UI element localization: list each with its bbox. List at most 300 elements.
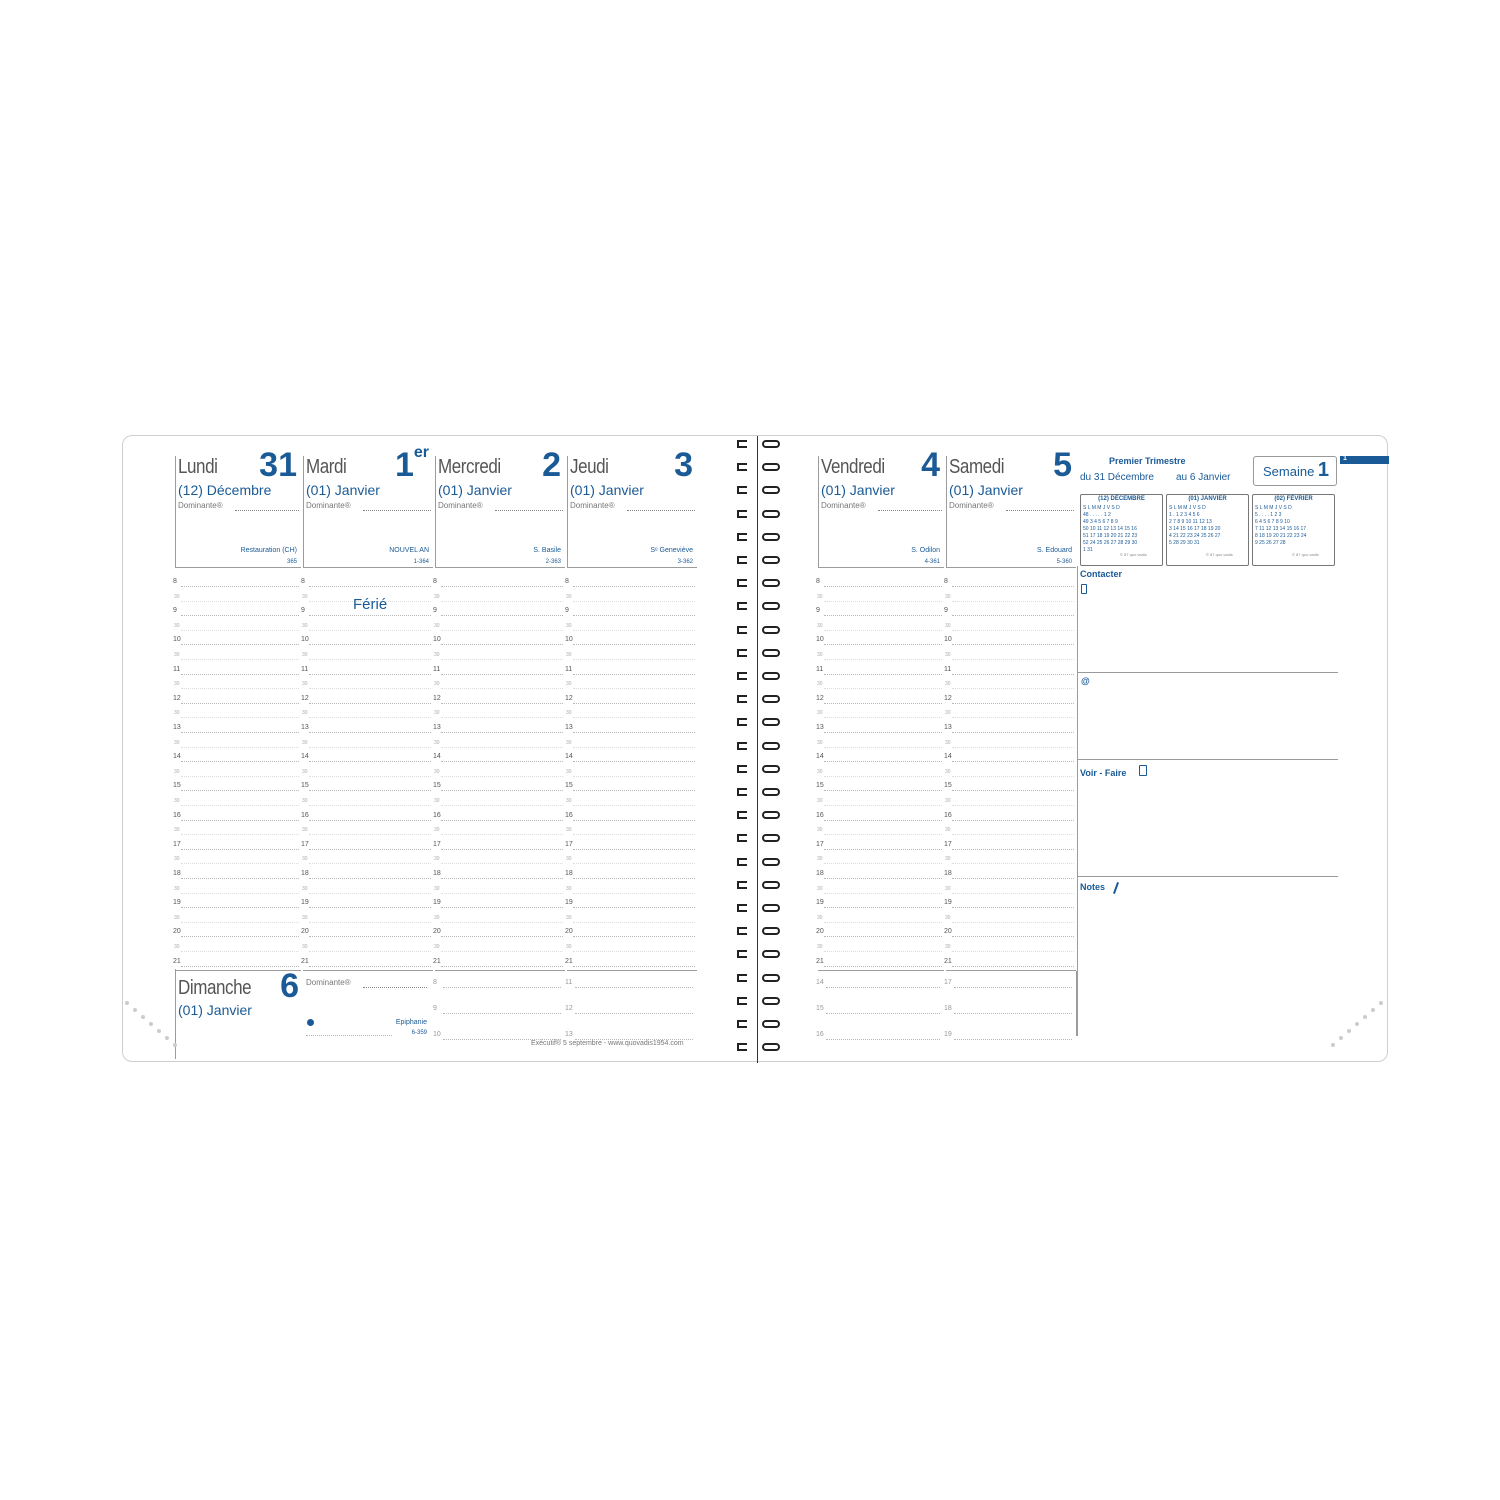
hour-label: 19 xyxy=(433,899,441,907)
hour-label: 16 xyxy=(565,811,573,819)
extra-hour-line xyxy=(954,1013,1072,1014)
day-name: Vendredi xyxy=(821,456,885,478)
half-hour-label: 30 xyxy=(945,914,951,921)
hour-line xyxy=(181,907,299,908)
extra-hour-line xyxy=(443,987,561,988)
half-hour-label: 30 xyxy=(174,593,180,600)
hour-line xyxy=(441,878,563,879)
half-hour-line xyxy=(309,776,431,777)
half-hour-line xyxy=(573,747,695,748)
day-number-suffix: er xyxy=(413,444,429,461)
hour-label: 17 xyxy=(944,840,952,848)
day-count: 5-360 xyxy=(1056,559,1072,565)
hour-line xyxy=(573,703,695,704)
half-hour-label: 30 xyxy=(566,622,572,629)
half-hour-line xyxy=(824,834,942,835)
hour-line xyxy=(441,644,563,645)
hour-line xyxy=(573,878,695,879)
day-count: 2-363 xyxy=(545,559,561,565)
hour-line xyxy=(824,820,942,821)
hour-label: 15 xyxy=(565,782,573,790)
half-hour-line xyxy=(309,805,431,806)
half-hour-line xyxy=(573,659,695,660)
hour-label: 14 xyxy=(816,753,824,761)
half-hour-line xyxy=(181,863,299,864)
half-hour-line xyxy=(181,659,299,660)
day-name: Jeudi xyxy=(570,456,609,478)
spiral-ring-tab xyxy=(737,950,747,958)
extra-hour-line xyxy=(954,987,1072,988)
half-hour-label: 30 xyxy=(817,944,823,950)
half-hour-line xyxy=(181,951,299,952)
hour-label: 14 xyxy=(301,753,309,761)
contacter-title: Contacter xyxy=(1080,569,1123,579)
hour-label: 9 xyxy=(301,607,305,615)
perforation-dot xyxy=(1355,1022,1359,1026)
half-hour-label: 30 xyxy=(174,944,180,950)
half-hour-label: 30 xyxy=(566,885,572,892)
half-hour-line xyxy=(181,688,299,689)
half-hour-line xyxy=(309,922,431,923)
mini-calendar-title: (12) DÉCEMBRE xyxy=(1098,496,1145,502)
perforation-dot xyxy=(125,1001,129,1005)
hour-line xyxy=(824,907,942,908)
mini-calendar-foot: © 87 quo vadis xyxy=(1292,552,1319,557)
spiral-ring-tab xyxy=(737,463,747,471)
hour-label: 14 xyxy=(944,753,952,761)
mini-calendar-title: (01) JANVIER xyxy=(1188,496,1227,502)
hour-label: 11 xyxy=(301,665,309,673)
spiral-ring xyxy=(762,533,780,541)
half-hour-line xyxy=(441,717,563,718)
hour-label: 16 xyxy=(816,811,824,819)
hour-line xyxy=(952,849,1074,850)
half-hour-line xyxy=(573,893,695,894)
extra-hour-label: 17 xyxy=(944,979,952,986)
day-number: 5 xyxy=(1053,446,1072,484)
half-hour-label: 30 xyxy=(817,681,823,688)
half-hour-label: 30 xyxy=(817,885,823,892)
hour-line xyxy=(181,644,299,645)
hour-label: 18 xyxy=(301,870,309,877)
half-hour-line xyxy=(181,747,299,748)
half-hour-label: 30 xyxy=(174,768,180,775)
hour-line xyxy=(573,761,695,762)
spiral-ring-tab xyxy=(737,811,747,819)
half-hour-label: 30 xyxy=(945,798,951,804)
spiral-ring-tab xyxy=(737,974,747,982)
perforation-dot xyxy=(1347,1029,1351,1033)
half-hour-label: 30 xyxy=(434,710,440,717)
perforation-dot xyxy=(1339,1036,1343,1040)
half-hour-line xyxy=(824,601,942,602)
half-hour-label: 30 xyxy=(945,827,951,834)
email-line xyxy=(1078,759,1338,760)
spiral-ring xyxy=(762,672,780,680)
day-count: 365 xyxy=(286,559,297,565)
half-hour-label: 30 xyxy=(174,914,180,921)
half-hour-label: 30 xyxy=(302,827,308,834)
hour-line xyxy=(824,703,942,704)
spiral-ring xyxy=(762,881,780,889)
hour-line xyxy=(181,820,299,821)
hour-label: 11 xyxy=(944,665,952,673)
hour-line xyxy=(824,878,942,879)
contacter-line xyxy=(1078,672,1338,673)
hour-label: 19 xyxy=(565,899,573,907)
hour-line xyxy=(441,761,563,762)
mini-calendar-grid: S L M M J V S D 5 . . . . 1 2 3 6 4 5 6 7 8 9 10 7 11 12 13 14 15 16 17 8 18 19 20 21 22 23 24 9 25 26 27 28 xyxy=(1255,505,1307,546)
perforation-dot xyxy=(173,1043,177,1047)
half-hour-line xyxy=(573,630,695,631)
spiral-ring xyxy=(762,742,780,750)
hour-line xyxy=(441,820,563,821)
extra-hour-line xyxy=(443,1013,561,1014)
half-hour-line xyxy=(952,776,1074,777)
half-hour-label: 30 xyxy=(566,798,572,804)
hour-line xyxy=(309,703,431,704)
day-saint: NOUVEL AN xyxy=(389,547,429,554)
hour-label: 13 xyxy=(433,724,441,731)
half-hour-line xyxy=(824,922,942,923)
day-dominante: Dominante® xyxy=(438,501,483,510)
extra-hour-label: 14 xyxy=(816,979,824,986)
email-icon: @ xyxy=(1081,676,1090,686)
hour-line xyxy=(573,732,695,733)
half-hour-label: 30 xyxy=(566,593,572,600)
hour-label: 17 xyxy=(301,840,309,848)
half-hour-line xyxy=(952,951,1074,952)
spiral-ring xyxy=(762,858,780,866)
half-hour-label: 30 xyxy=(945,622,951,629)
hour-label: 10 xyxy=(565,636,573,644)
half-hour-label: 30 xyxy=(302,593,308,600)
half-hour-label: 30 xyxy=(302,710,308,717)
extra-hour-label: 10 xyxy=(433,1031,441,1038)
day-dominante-line xyxy=(627,510,695,511)
half-hour-line xyxy=(573,922,695,923)
extra-hour-line xyxy=(826,987,940,988)
half-hour-label: 30 xyxy=(566,914,572,921)
half-hour-line xyxy=(181,717,299,718)
hour-line xyxy=(309,966,431,967)
grid-bottom-line xyxy=(303,970,433,971)
half-hour-label: 30 xyxy=(945,739,951,746)
spiral-ring-tab xyxy=(737,904,747,912)
hour-line xyxy=(441,936,563,937)
hour-label: 17 xyxy=(816,840,824,848)
day-month: (12) Décembre xyxy=(178,482,272,498)
half-hour-line xyxy=(441,805,563,806)
extra-hour-label: 19 xyxy=(944,1031,952,1038)
spiral-ring xyxy=(762,486,780,494)
hour-label: 15 xyxy=(816,782,824,790)
sunday-dominante: Dominante® xyxy=(306,978,351,987)
hour-line xyxy=(952,586,1074,587)
hour-label: 18 xyxy=(944,870,952,877)
half-hour-line xyxy=(309,834,431,835)
extra-hour-label: 13 xyxy=(565,1031,573,1038)
hour-label: 15 xyxy=(944,782,952,790)
hour-line xyxy=(441,703,563,704)
hour-label: 21 xyxy=(433,957,441,965)
spiral-ring xyxy=(762,626,780,634)
day-dominante-line xyxy=(1006,510,1074,511)
half-hour-line xyxy=(441,601,563,602)
spiral-ring-tab xyxy=(737,649,747,657)
half-hour-label: 30 xyxy=(945,885,951,892)
hour-label: 8 xyxy=(816,578,820,585)
spiral-ring xyxy=(762,834,780,842)
half-hour-label: 30 xyxy=(302,798,308,804)
half-hour-label: 30 xyxy=(434,622,440,629)
half-hour-label: 30 xyxy=(945,710,951,717)
half-hour-label: 30 xyxy=(174,739,180,746)
spiral-ring-tab xyxy=(737,579,747,587)
hour-label: 16 xyxy=(301,811,309,819)
hour-label: 14 xyxy=(565,753,573,761)
spiral-ring xyxy=(762,579,780,587)
half-hour-line xyxy=(441,893,563,894)
half-hour-line xyxy=(952,922,1074,923)
extra-hour-line xyxy=(954,1039,1072,1040)
half-hour-label: 30 xyxy=(566,827,572,834)
hour-label: 12 xyxy=(301,694,309,702)
half-hour-line xyxy=(181,834,299,835)
range-to: au 6 Janvier xyxy=(1176,472,1231,483)
semaine-number: 1 xyxy=(1317,459,1329,481)
day-count: 4-361 xyxy=(924,559,940,565)
half-hour-line xyxy=(952,834,1074,835)
day-dominante: Dominante® xyxy=(949,501,994,510)
mini-calendar-foot: © 87 quo vadis xyxy=(1206,552,1233,557)
hour-label: 20 xyxy=(565,928,573,936)
half-hour-label: 30 xyxy=(566,710,572,717)
hour-line xyxy=(181,732,299,733)
half-hour-label: 30 xyxy=(945,652,951,658)
hour-label: 19 xyxy=(816,899,824,907)
hour-line xyxy=(309,878,431,879)
spiral-ring-tab xyxy=(737,742,747,750)
half-hour-label: 30 xyxy=(945,681,951,688)
ferie-label: Férié xyxy=(353,595,388,613)
hour-line xyxy=(573,966,695,967)
day-saint: Restauration (CH) xyxy=(240,547,297,554)
day-month: (01) Janvier xyxy=(949,482,1023,498)
spiral-ring xyxy=(762,463,780,471)
half-hour-line xyxy=(441,922,563,923)
hour-line xyxy=(952,732,1074,733)
hour-line xyxy=(824,790,942,791)
hour-label: 14 xyxy=(173,753,181,761)
hour-label: 12 xyxy=(173,694,181,702)
half-hour-label: 30 xyxy=(434,739,440,746)
half-hour-label: 30 xyxy=(817,798,823,804)
hour-line xyxy=(952,966,1074,967)
spiral-ring-tab xyxy=(737,788,747,796)
hour-label: 11 xyxy=(816,665,824,673)
hour-label: 20 xyxy=(301,928,309,936)
half-hour-label: 30 xyxy=(434,798,440,804)
extra-hour-line xyxy=(575,1013,693,1014)
hour-label: 17 xyxy=(173,840,181,848)
hour-line xyxy=(824,732,942,733)
hour-line xyxy=(309,732,431,733)
day-number: 3 xyxy=(674,446,693,484)
hour-label: 12 xyxy=(433,694,441,702)
hour-line xyxy=(952,674,1074,675)
half-hour-line xyxy=(824,863,942,864)
hour-label: 20 xyxy=(816,928,824,936)
extra-hour-label: 11 xyxy=(565,979,573,986)
hour-line xyxy=(309,615,431,616)
spiral-ring-tab xyxy=(737,997,747,1005)
half-hour-line xyxy=(441,863,563,864)
half-hour-line xyxy=(309,688,431,689)
half-hour-line xyxy=(181,805,299,806)
hour-label: 9 xyxy=(173,607,177,615)
half-hour-label: 30 xyxy=(945,856,951,863)
spiral-ring xyxy=(762,602,780,610)
perforation-dot xyxy=(165,1036,169,1040)
sunday-month: (01) Janvier xyxy=(178,1002,252,1018)
half-hour-label: 30 xyxy=(302,739,308,746)
half-hour-line xyxy=(573,863,695,864)
hour-label: 19 xyxy=(173,899,181,907)
hour-line xyxy=(441,586,563,587)
half-hour-label: 30 xyxy=(817,914,823,921)
spiral-ring-tab xyxy=(737,533,747,541)
hour-line xyxy=(573,644,695,645)
spiral-spine xyxy=(757,436,758,1063)
hour-label: 15 xyxy=(433,782,441,790)
half-hour-label: 30 xyxy=(302,652,308,658)
half-hour-label: 30 xyxy=(434,652,440,658)
day-dominante-line xyxy=(495,510,563,511)
hour-label: 10 xyxy=(944,636,952,644)
spiral-ring xyxy=(762,718,780,726)
perforation-dot xyxy=(157,1029,161,1033)
hour-line xyxy=(441,966,563,967)
hour-line xyxy=(573,586,695,587)
spiral-ring-tab xyxy=(737,510,747,518)
half-hour-line xyxy=(952,893,1074,894)
hour-line xyxy=(441,615,563,616)
day-month: (01) Janvier xyxy=(306,482,380,498)
half-hour-line xyxy=(824,688,942,689)
hour-line xyxy=(824,586,942,587)
hour-line xyxy=(824,849,942,850)
hour-label: 13 xyxy=(173,724,181,731)
day-name: Mercredi xyxy=(438,456,501,478)
hour-label: 16 xyxy=(944,811,952,819)
half-hour-line xyxy=(441,834,563,835)
half-hour-label: 30 xyxy=(817,652,823,658)
day-dominante: Dominante® xyxy=(178,501,223,510)
half-hour-line xyxy=(309,951,431,952)
hour-label: 11 xyxy=(433,665,441,673)
sunday-dominante-line xyxy=(363,987,427,988)
right-column-divider xyxy=(1077,566,1078,1036)
hour-line xyxy=(573,849,695,850)
day-dominante-line xyxy=(363,510,431,511)
half-hour-line xyxy=(824,659,942,660)
hour-label: 9 xyxy=(433,607,437,615)
spiral-ring xyxy=(762,974,780,982)
spiral-ring xyxy=(762,1043,780,1051)
half-hour-line xyxy=(573,805,695,806)
hour-line xyxy=(952,644,1074,645)
grid-bottom-line xyxy=(818,970,944,971)
perforation-dot xyxy=(1371,1008,1375,1012)
extra-hour-label: 12 xyxy=(565,1005,573,1012)
half-hour-label: 30 xyxy=(945,593,951,600)
footer-text: Exécutif® 5 septembre - www.quovadis1954.com xyxy=(531,1040,684,1047)
half-hour-line xyxy=(573,951,695,952)
hour-label: 8 xyxy=(565,578,569,585)
hour-label: 21 xyxy=(173,957,181,965)
hour-label: 21 xyxy=(565,957,573,965)
spiral-ring xyxy=(762,950,780,958)
hour-line xyxy=(181,849,299,850)
hour-line xyxy=(441,674,563,675)
day-dominante: Dominante® xyxy=(306,501,351,510)
semaine-label: Semaine xyxy=(1263,464,1315,479)
hour-line xyxy=(309,586,431,587)
half-hour-label: 30 xyxy=(434,914,440,921)
half-hour-line xyxy=(573,688,695,689)
half-hour-label: 30 xyxy=(945,944,951,950)
half-hour-line xyxy=(309,717,431,718)
half-hour-line xyxy=(952,659,1074,660)
spiral-ring-tab xyxy=(737,927,747,935)
hour-label: 19 xyxy=(301,899,309,907)
hour-label: 9 xyxy=(565,607,569,615)
hour-line xyxy=(824,936,942,937)
grid-bottom-line xyxy=(435,970,565,971)
hour-line xyxy=(952,820,1074,821)
hour-line xyxy=(441,849,563,850)
mini-calendar-foot: © 87 quo vadis xyxy=(1120,552,1147,557)
spiral-ring xyxy=(762,649,780,657)
extra-hour-label: 8 xyxy=(433,979,437,986)
half-hour-line xyxy=(309,747,431,748)
voir-faire-title: Voir - Faire xyxy=(1080,768,1127,778)
day-number: 31 xyxy=(259,446,297,484)
half-hour-line xyxy=(952,688,1074,689)
half-hour-label: 30 xyxy=(434,768,440,775)
hour-line xyxy=(181,703,299,704)
hour-line xyxy=(573,674,695,675)
hour-label: 13 xyxy=(301,724,309,731)
range-from: du 31 Décembre xyxy=(1080,472,1154,483)
hour-line xyxy=(309,820,431,821)
hour-label: 9 xyxy=(944,607,948,615)
sunday-saint: Epiphanie xyxy=(395,1019,427,1026)
half-hour-line xyxy=(181,893,299,894)
hour-label: 18 xyxy=(433,870,441,877)
hour-line xyxy=(952,703,1074,704)
phone-icon xyxy=(1081,584,1087,594)
spiral-ring-tab xyxy=(737,858,747,866)
half-hour-label: 30 xyxy=(174,681,180,688)
hour-label: 10 xyxy=(816,636,824,644)
extra-hour-line xyxy=(575,987,693,988)
half-hour-line xyxy=(181,601,299,602)
sunday-name: Dimanche xyxy=(178,977,252,999)
day-count: 3-362 xyxy=(677,559,693,565)
half-hour-label: 30 xyxy=(302,944,308,950)
